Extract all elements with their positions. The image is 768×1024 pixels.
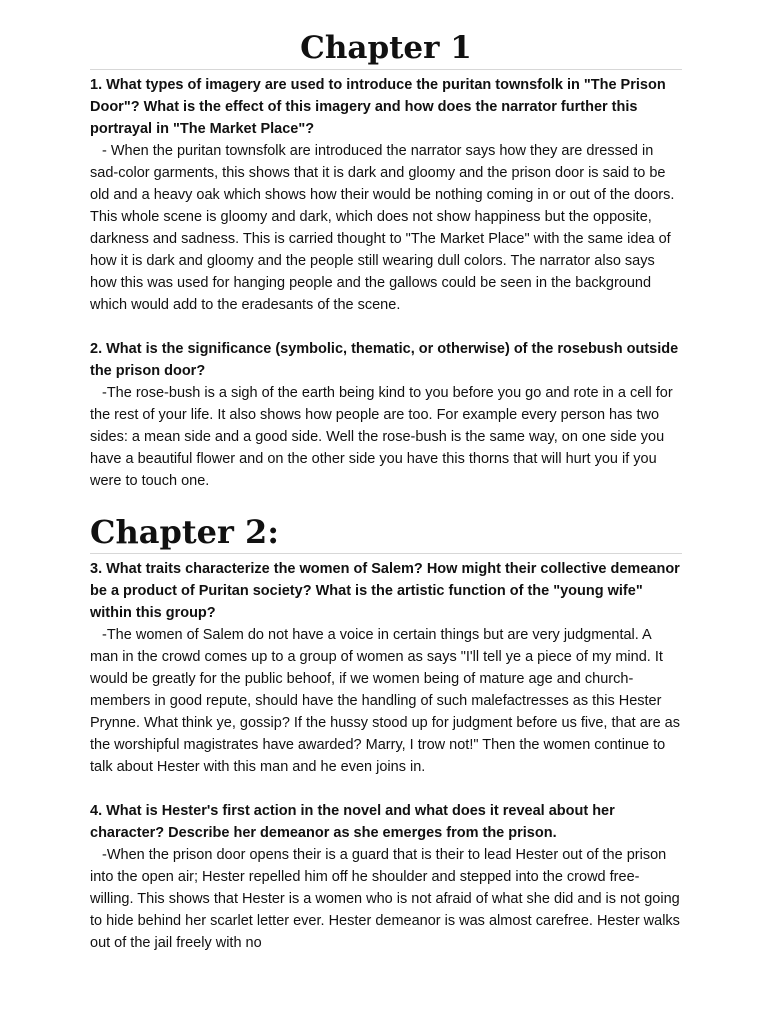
question-block-2 [90, 338, 682, 492]
answer-3: -The women of Salem do not have a voice in certain things but are very judgmental. A man in the crowd comes up to a group of women as says "I'll tell ye a piece of my mind. It would be greatly for the public behoof, if we women being of mature age and church-members in good repute, should have the handling of such malefactresses as this Hester Prynne. What think ye, gossip? If the hussy stood up for judgment before us five, that are as the worshipful magistrates have awarded? Marry, I trow not!" Then the women continue to talk about Hester with this man and he even joins in. [90, 627, 680, 775]
answer-2: -The rose-bush is a sigh of the earth being kind to you before you go and rote in a cell for the rest of your life. It also shows how people are too. For example every person has two sides: a mean side and a good side. Well the rose-bush is the same way, on one side you have a beautiful flower and on the other side you have this thorns that will hurt you if you were to touch one. [90, 385, 673, 489]
heading-divider [90, 553, 682, 554]
paragraph-gap [90, 316, 682, 338]
question-4: 4. What is Hester's first action in the novel and what does it reveal about her character? Describe her demeanor as she emerges from the prison. [90, 803, 615, 841]
question-2: 2. What is the significance (symbolic, thematic, or otherwise) of the rosebush outside the prison door? [90, 341, 679, 379]
document-page [90, 0, 682, 954]
chapter-2-heading: Chapter 2: [90, 513, 280, 551]
answer-1: - When the puritan townsfolk are introduced the narrator says how they are dressed in sad-color garments, this shows that it is dark and gloomy and the prison door is said to be old and a heavy oak which shows how their would be nothing coming in or out of the doors. This whole scene is gloomy and dark, which does not show happiness but the opposite, darkness and sadness. This is carried thought to "The Market Place" with the same idea of how it is dark and gloomy and the people still wearing dull colors. The narrator also says how this was used for hanging people and the gallows could be seen in the background which would add to the eradesants of the scene. [90, 143, 675, 313]
heading-divider [90, 69, 682, 70]
question-block-3 [90, 558, 682, 778]
question-block-1 [90, 74, 682, 316]
question-block-4 [90, 800, 682, 954]
answer-4: -When the prison door opens their is a guard that is their to lead Hester out of the prison into the open air; Hester repelled him off he shoulder and stepped into the crowd free-willing. This shows that Hester is a women who is not afraid of what she did and is not going to hide behind her scarlet letter ever. Hester demeanor is was almost carefree. Hester walks out of the jail freely with no [90, 847, 680, 951]
chapter-1-heading: Chapter 1 [300, 30, 472, 66]
question-1: 1. What types of imagery are used to introduce the puritan townsfolk in "The Prison Door"? What is the effect of this imagery and how does the narrator further this portrayal in "The Market Place"? [90, 77, 666, 137]
question-3: 3. What traits characterize the women of Salem? How might their collective demeanor be a product of Puritan society? What is the artistic function of the "young wife" within this group? [90, 561, 680, 621]
paragraph-gap [90, 778, 682, 800]
